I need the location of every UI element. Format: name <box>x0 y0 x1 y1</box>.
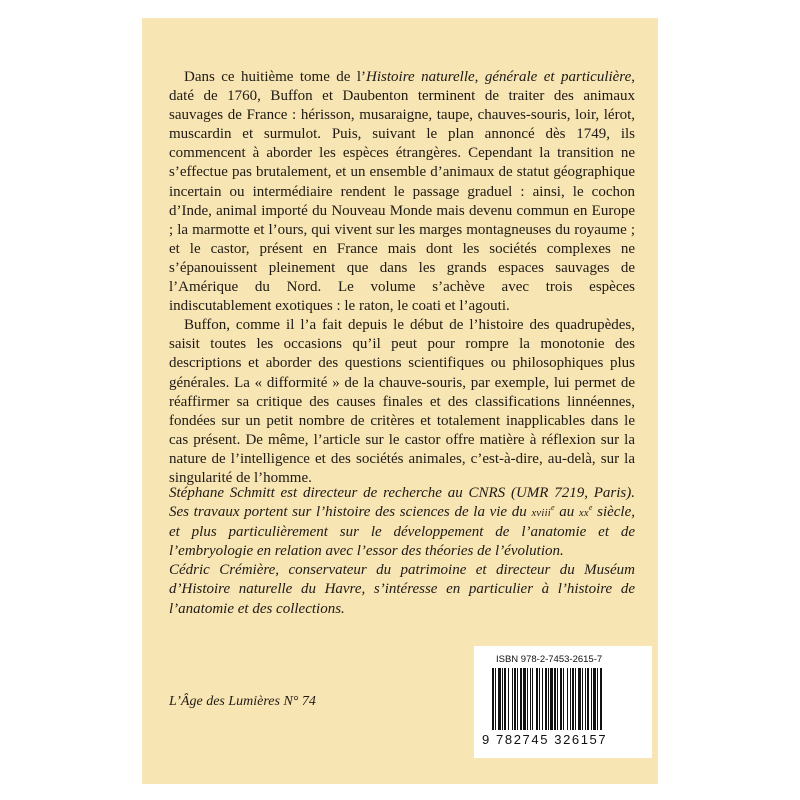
barcode-bar <box>542 668 543 730</box>
barcode-bar <box>520 668 522 730</box>
barcode-bar <box>600 668 602 730</box>
barcode-bar <box>512 668 513 730</box>
book-back-cover <box>142 18 658 784</box>
author-bio-1: Stéphane Schmitt est directeur de recherche au CNRS (UMR 7219, Paris). Ses travaux portent sur l’histoire des sciences de la vie du xviii$^e$ au $xx^e$ siècle, et plus particulièrement sur le développement de l’anatomie et de l’embryologie en relation avec l’essor des théories de l’évolution. <box>169 485 636 560</box>
barcode-bar <box>554 668 556 730</box>
barcode-bar <box>567 668 568 730</box>
barcode-bar <box>514 668 516 730</box>
description-paragraph-2: Buffon, comme il l’a fait depuis le début de l’histoire des quadrupèdes, saisit toutes les occasions qu’il peut pour rompre la monotonie des descriptions et aborder des questions scientifiques ou philosophiques plus générales. La « difformité » de la chauve-souris, par exemple, lui permet de réaffirmer sa critique des causes finales et des classifications linnéennes, fondées sur un petit nombre de critères et totalement inapplicables dans le cas présent. De même, l’article sur le castor offre matière à réflexion sur la nature de l’intelligence et des sociétés animales, c’est-à-dire, au-delà, sur la singularité de l’homme. <box>169 317 635 486</box>
author-bios <box>169 484 635 619</box>
barcode-bar <box>550 668 553 730</box>
barcode-bars <box>490 668 640 730</box>
barcode-bar <box>532 668 533 730</box>
barcode-bar <box>530 668 531 730</box>
series-label: L’Âge des Lumières N° 74 <box>169 694 316 709</box>
barcode-bar <box>517 668 518 730</box>
barcode-bar <box>563 668 564 730</box>
barcode-bar <box>557 668 558 730</box>
barcode-bar <box>591 668 592 730</box>
barcode-bar <box>587 668 589 730</box>
barcode <box>474 646 652 758</box>
barcode-bar <box>545 668 547 730</box>
barcode-digits: 9 782745 326157 <box>482 732 608 747</box>
description-text <box>169 68 635 488</box>
barcode-bar <box>570 668 571 730</box>
barcode-bar <box>502 668 503 730</box>
isbn-label: ISBN 978-2-7453-2615-7 <box>496 654 603 665</box>
barcode-bar <box>585 668 586 730</box>
barcode-bar <box>597 668 598 730</box>
barcode-bar <box>560 668 562 730</box>
barcode-bar <box>508 668 509 730</box>
barcode-bar <box>523 668 526 730</box>
description-paragraph-1: Dans ce huitième tome de l’Histoire naturelle, générale et particulière, daté de 1760, Buffon et Daubenton terminent de traiter des animaux sauvages de France : hérisson, musaraigne, taupe, chauves-souris, loir, lérot, muscardin et surmulot. Puis, suivant le plan annoncé dès 1749, ils commencent à aborder les espèces étrangères. Cependant la transition ne s’effectue pas brutalement, et un ensemble d’animaux de statut géographique incertain ou intermédiaire rendent le passage graduel : ainsi, le cochon d’Inde, animal importé du Nouveau Monde mais devenu commun en Europe ; la marmotte et l’ours, qui vivent sur les marges montagneuses du royaume ; et le castor, présent en France mais dont les sociétés complexes ne s’épanouissent pleinement que dans les grands espaces sauvages de l’Amérique du Nord. Le volume s’achève avec trois espèces indiscutablement exotiques : le raton, le coati et l’agouti. <box>169 69 635 315</box>
barcode-bar <box>582 668 583 730</box>
barcode-bar <box>498 668 501 730</box>
barcode-bar <box>578 668 581 730</box>
barcode-bar <box>495 668 496 730</box>
barcode-bar <box>527 668 528 730</box>
book-title: Histoire naturelle, générale et particulière <box>366 69 632 85</box>
barcode-bar <box>536 668 538 730</box>
author-bio-2: Cédric Crémière, conservateur du patrimoine et directeur du Muséum d’Histoire naturelle du Havre, s’intéresse en particulier à l’histoire de l’anatomie et des collections. <box>169 562 635 617</box>
barcode-bar <box>572 668 574 730</box>
barcode-bar <box>492 668 494 730</box>
barcode-bar <box>575 668 576 730</box>
barcode-bar <box>548 668 549 730</box>
barcode-bar <box>504 668 506 730</box>
barcode-bar <box>539 668 540 730</box>
barcode-bar <box>593 668 596 730</box>
